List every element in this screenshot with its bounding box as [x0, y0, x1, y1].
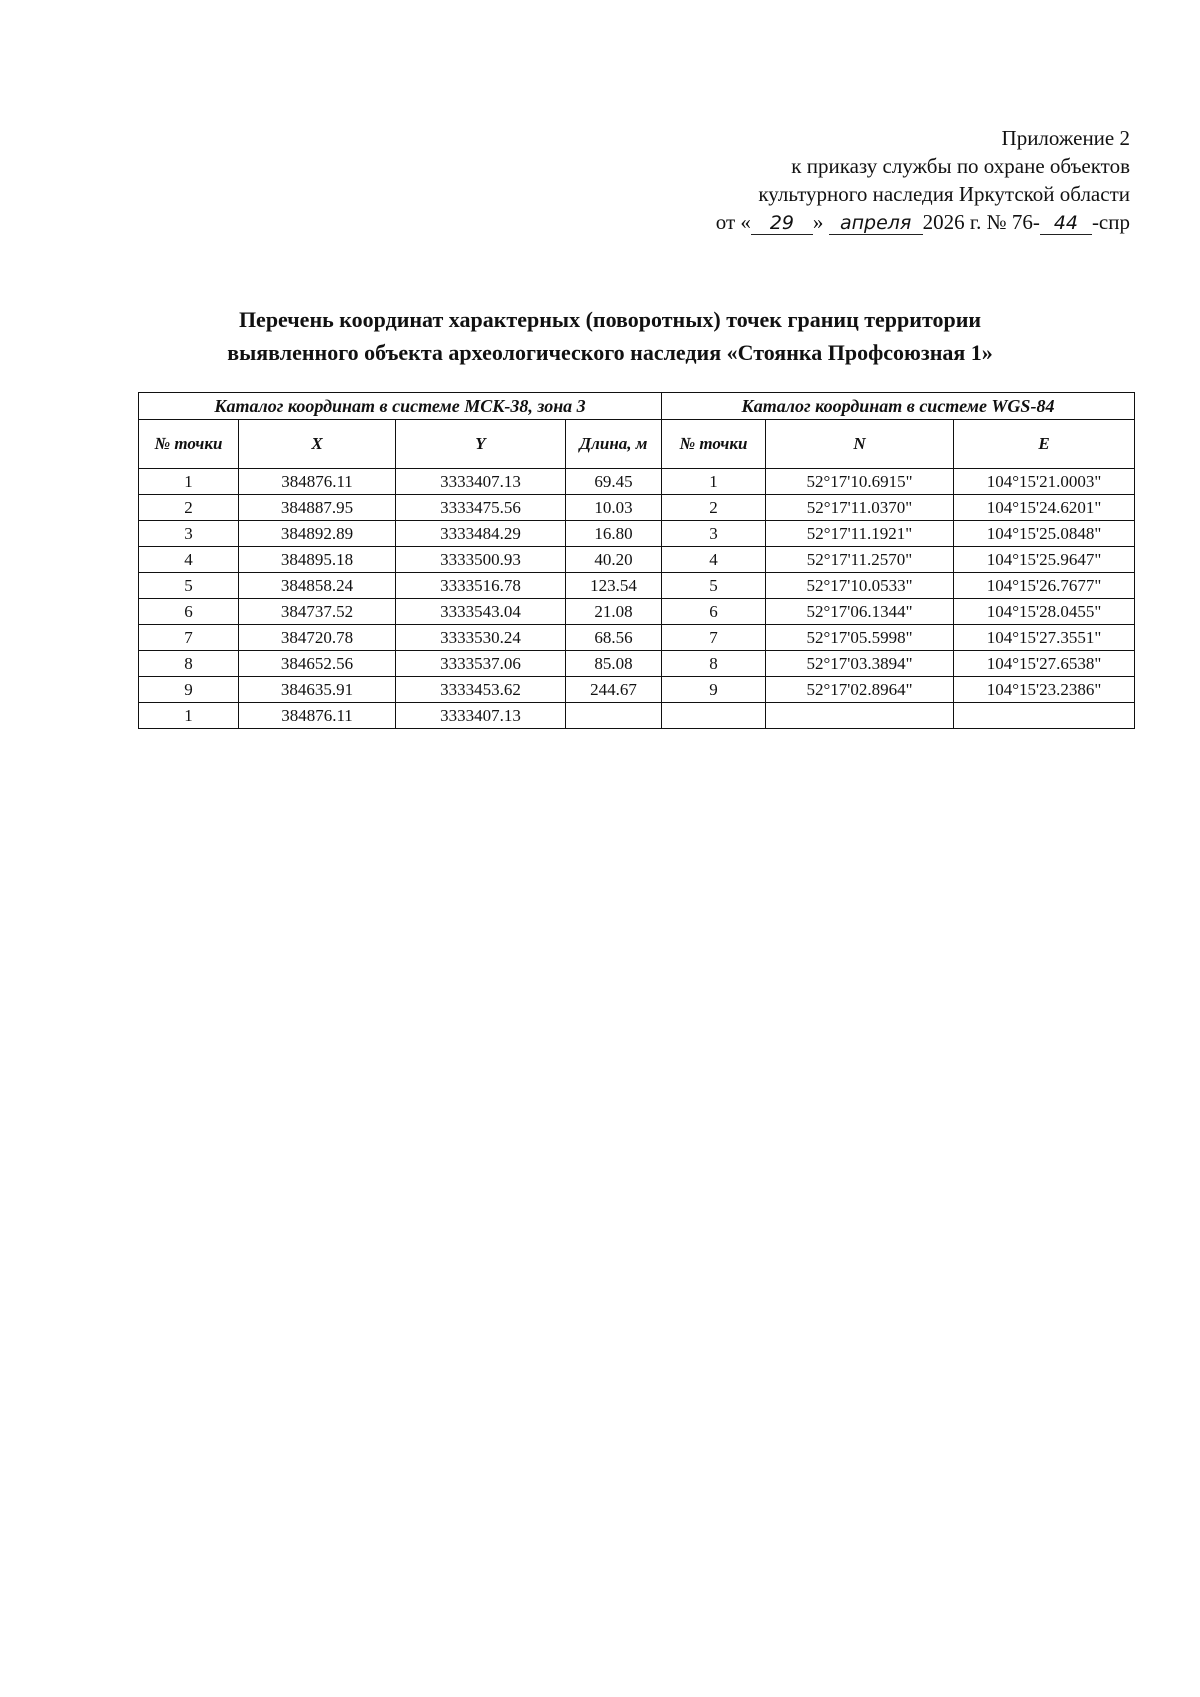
length-cell: 10.03 — [566, 495, 662, 521]
msk-catalog-header: Каталог координат в системе МСК-38, зона 3 — [139, 393, 662, 420]
length-cell: 85.08 — [566, 651, 662, 677]
column-header-row — [139, 420, 1135, 469]
length-cell: 21.08 — [566, 599, 662, 625]
y-cell: 3333543.04 — [396, 599, 566, 625]
x-cell: 384737.52 — [239, 599, 396, 625]
appendix-authority: культурного наследия Иркутской области — [758, 182, 1130, 206]
table-row — [139, 521, 1135, 547]
e-cell: 104°15'26.7677" — [954, 573, 1135, 599]
title-line-1: Перечень координат характерных (поворотных) точек границ территории — [238, 307, 982, 332]
e-cell: 104°15'25.0848" — [954, 521, 1135, 547]
x-cell: 384876.11 — [239, 469, 396, 495]
point-no-cell: 3 — [139, 521, 239, 547]
point-no-cell: 8 — [139, 651, 239, 677]
handwritten-month: апреля — [829, 212, 923, 235]
table-row — [139, 677, 1135, 703]
appendix-date-line — [570, 208, 1130, 236]
length-cell — [566, 703, 662, 729]
title-line-2: выявленного объекта археологического наследия «Стоянка Профсоюзная 1» — [227, 340, 993, 365]
e-cell: 104°15'27.6538" — [954, 651, 1135, 677]
table-row — [139, 469, 1135, 495]
year-text: 2026 г. № 76- — [922, 210, 1040, 234]
n-cell: 52°17'11.2570" — [766, 547, 954, 573]
length-cell: 123.54 — [566, 573, 662, 599]
point-no-wgs-cell: 5 — [662, 573, 766, 599]
y-cell: 3333407.13 — [396, 469, 566, 495]
point-no-wgs-cell — [662, 703, 766, 729]
point-no-cell: 4 — [139, 547, 239, 573]
table-row — [139, 599, 1135, 625]
n-cell: 52°17'10.0533" — [766, 573, 954, 599]
table-body — [139, 469, 1135, 729]
point-no-wgs-cell: 1 — [662, 469, 766, 495]
e-cell: 104°15'24.6201" — [954, 495, 1135, 521]
n-cell: 52°17'06.1344" — [766, 599, 954, 625]
table-row — [139, 495, 1135, 521]
x-cell: 384895.18 — [239, 547, 396, 573]
y-cell: 3333407.13 — [396, 703, 566, 729]
e-cell: 104°15'23.2386" — [954, 677, 1135, 703]
order-suffix: -спр — [1091, 210, 1130, 234]
x-cell: 384652.56 — [239, 651, 396, 677]
table-row — [139, 625, 1135, 651]
point-no-cell: 1 — [139, 469, 239, 495]
n-cell: 52°17'03.3894" — [766, 651, 954, 677]
date-mid: » — [812, 210, 824, 234]
e-cell: 104°15'25.9647" — [954, 547, 1135, 573]
y-cell: 3333484.29 — [396, 521, 566, 547]
x-cell: 384858.24 — [239, 573, 396, 599]
y-cell: 3333475.56 — [396, 495, 566, 521]
length-cell: 40.20 — [566, 547, 662, 573]
x-cell: 384887.95 — [239, 495, 396, 521]
appendix-header — [570, 124, 1130, 236]
length-cell: 68.56 — [566, 625, 662, 651]
point-no-cell: 9 — [139, 677, 239, 703]
x-cell: 384720.78 — [239, 625, 396, 651]
appendix-title: Приложение 2 — [1001, 126, 1130, 150]
n-cell: 52°17'10.6915" — [766, 469, 954, 495]
e-cell: 104°15'27.3551" — [954, 625, 1135, 651]
point-no-wgs-cell: 2 — [662, 495, 766, 521]
point-no-wgs-cell: 8 — [662, 651, 766, 677]
length-cell: 69.45 — [566, 469, 662, 495]
e-cell: 104°15'21.0003" — [954, 469, 1135, 495]
y-cell: 3333537.06 — [396, 651, 566, 677]
table-row — [139, 703, 1135, 729]
x-cell: 384892.89 — [239, 521, 396, 547]
handwritten-day: 29 — [751, 212, 813, 235]
e-cell: 104°15'28.0455" — [954, 599, 1135, 625]
point-no-wgs-cell: 4 — [662, 547, 766, 573]
y-cell: 3333453.62 — [396, 677, 566, 703]
n-cell: 52°17'11.1921" — [766, 521, 954, 547]
col-e: E — [954, 420, 1135, 469]
y-cell: 3333530.24 — [396, 625, 566, 651]
section-header-row — [139, 393, 1135, 420]
point-no-cell: 5 — [139, 573, 239, 599]
y-cell: 3333500.93 — [396, 547, 566, 573]
appendix-order-ref: к приказу службы по охране объектов — [791, 154, 1130, 178]
point-no-wgs-cell: 7 — [662, 625, 766, 651]
col-x: X — [239, 420, 396, 469]
table-row — [139, 573, 1135, 599]
x-cell: 384635.91 — [239, 677, 396, 703]
y-cell: 3333516.78 — [396, 573, 566, 599]
length-cell: 16.80 — [566, 521, 662, 547]
point-no-cell: 2 — [139, 495, 239, 521]
table-row — [139, 651, 1135, 677]
point-no-wgs-cell: 6 — [662, 599, 766, 625]
col-n: N — [766, 420, 954, 469]
wgs-catalog-header: Каталог координат в системе WGS-84 — [662, 393, 1135, 420]
length-cell: 244.67 — [566, 677, 662, 703]
e-cell — [954, 703, 1135, 729]
col-point-no: № точки — [139, 420, 239, 469]
point-no-cell: 1 — [139, 703, 239, 729]
n-cell — [766, 703, 954, 729]
point-no-wgs-cell: 9 — [662, 677, 766, 703]
date-prefix: от « — [715, 210, 751, 234]
col-length: Длина, м — [566, 420, 662, 469]
x-cell: 384876.11 — [239, 703, 396, 729]
point-no-wgs-cell: 3 — [662, 521, 766, 547]
n-cell: 52°17'11.0370" — [766, 495, 954, 521]
table-row — [139, 547, 1135, 573]
col-point-no-wgs: № точки — [662, 420, 766, 469]
n-cell: 52°17'02.8964" — [766, 677, 954, 703]
point-no-cell: 7 — [139, 625, 239, 651]
handwritten-order-number: 44 — [1040, 212, 1092, 235]
n-cell: 52°17'05.5998" — [766, 625, 954, 651]
document-title — [110, 303, 1110, 369]
col-y: Y — [396, 420, 566, 469]
coordinates-table — [138, 392, 1135, 729]
point-no-cell: 6 — [139, 599, 239, 625]
